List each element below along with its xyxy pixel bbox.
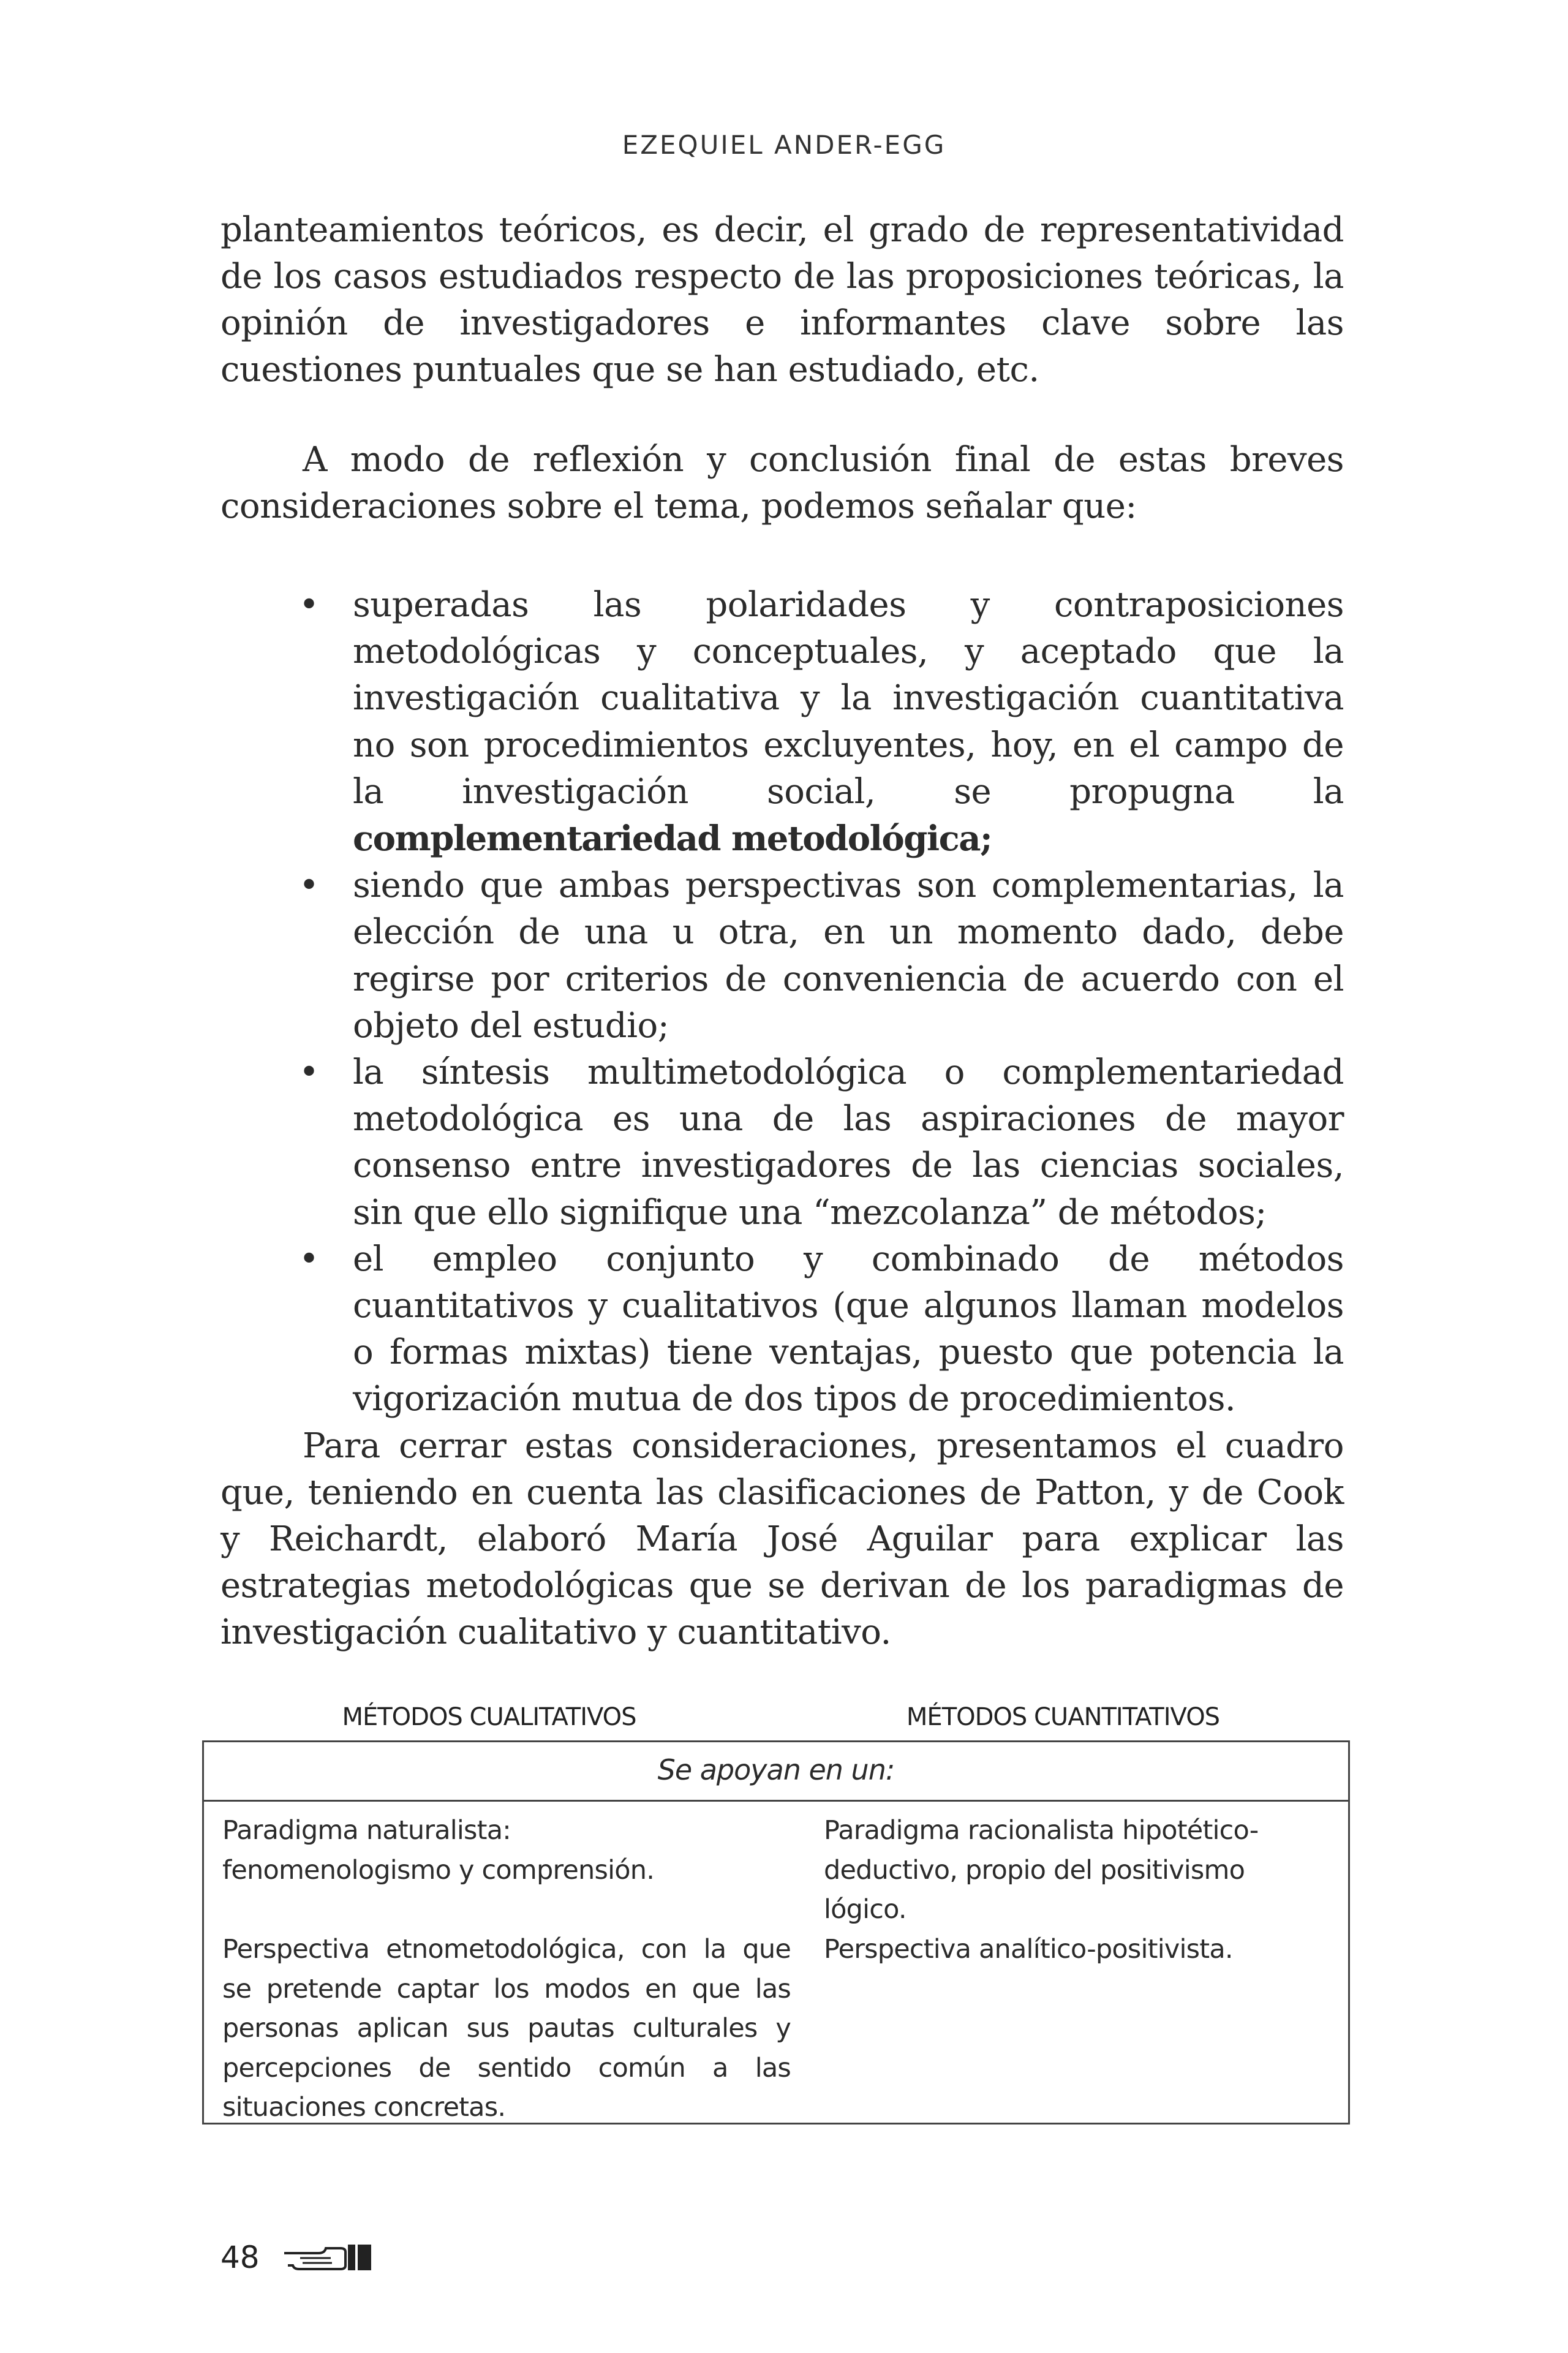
paragraph-reflection-intro: A modo de reflexión y conclusión final de estas breves consideraciones sobre el tema, podemos señalar que: bbox=[221, 440, 1344, 526]
cell-line: Perspectiva etnometodológica, con la que se pretende captar los modos en que las personas aplican sus pautas culturales y percepciones de sentido común a las situaciones concretas. bbox=[222, 1934, 791, 2123]
paragraph-continuation: planteamientos teóricos, es decir, el grado de representatividad de los casos estudiados respecto de las proposiciones teóricas, la opinión de investigadores e informantes clave sobre las cuestiones puntuales que se han estudiado, etc. bbox=[221, 210, 1344, 390]
list-item bbox=[221, 863, 1344, 1049]
list-item-text: siendo que ambas perspectivas son complementarias, la elección de una u otra, en un momento dado, debe regirse por criterios de conveniencia de acuerdo con el objeto del estudio; bbox=[353, 866, 1344, 1046]
running-header: EZEQUIEL ANDER-EGG bbox=[622, 130, 946, 160]
bullet-icon: • bbox=[299, 1239, 319, 1279]
column-header-qualitative: MÉTODOS CUALITATIVOS bbox=[342, 1703, 636, 1731]
column-header-quantitative: MÉTODOS CUANTITATIVOS bbox=[906, 1703, 1220, 1731]
cell-line: Perspectiva analítico-positivista. bbox=[824, 1933, 1233, 1965]
page-footer bbox=[221, 2236, 260, 2279]
bullet-icon: • bbox=[299, 866, 319, 906]
list-item bbox=[221, 582, 1344, 863]
list-item bbox=[221, 1049, 1344, 1236]
quantitative-cell bbox=[824, 1811, 1332, 1969]
bullet-icon: • bbox=[299, 585, 319, 625]
cell-line: Paradigma naturalista: bbox=[222, 1815, 511, 1846]
table-subheading: Se apoyan en un: bbox=[204, 1742, 1348, 1802]
qualitative-cell bbox=[222, 1811, 791, 2128]
conclusions-list bbox=[221, 582, 1344, 1423]
bullet-icon: • bbox=[299, 1052, 319, 1093]
list-item-emphasis: complementariedad metodológica; bbox=[353, 818, 992, 859]
list-item-text: el empleo conjunto y combinado de métodos cuantitativos y cualitativos (que algunos llaman modelos o formas mixtas) tiene ventajas, puesto que potencia la vigorización mutua de dos tipos de procedimientos. bbox=[353, 1239, 1344, 1419]
cell-line: Paradigma racionalista hipotético-deductivo, propio del positivismo lógico. bbox=[824, 1815, 1259, 1925]
page-number: 48 bbox=[221, 2240, 260, 2275]
pointing-hand-book-icon bbox=[282, 2241, 374, 2284]
list-item bbox=[221, 1236, 1344, 1423]
cell-line: fenomenologismo y comprensión. bbox=[222, 1854, 655, 1886]
list-item-text: la síntesis multimetodológica o complementariedad metodológica es una de las aspiraciones de mayor consenso entre investigadores de las ciencias sociales, sin que ello signifique una “mezcolanza” de métodos; bbox=[353, 1052, 1344, 1233]
list-item-text: superadas las polaridades y contraposiciones metodológicas y conceptuales, y aceptado que la investigación cualitativa y la investigación cuantitativa no son procedimientos excluyentes, hoy, en el campo de la investigación social, se propugna la bbox=[353, 585, 1344, 812]
paragraph-closing: Para cerrar estas consideraciones, presentamos el cuadro que, teniendo en cuenta las clasificaciones de Patton, y de Cook y Reichardt, elaboró María José Aguilar para explicar las estrategias metodológicas que se derivan de los paradigmas de investigación cualitativo y cuantitativo. bbox=[221, 1426, 1344, 1652]
table-column-headers bbox=[202, 1703, 1350, 1740]
methods-comparison-table bbox=[202, 1740, 1350, 2124]
